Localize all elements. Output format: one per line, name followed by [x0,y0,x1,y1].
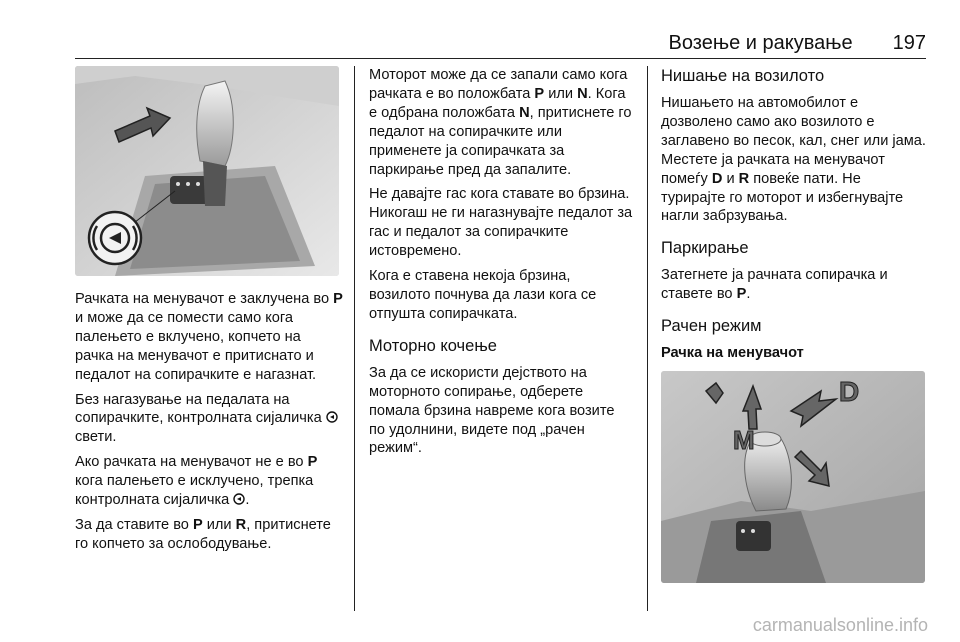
page-number: 197 [892,32,926,54]
watermark: carmanualsonline.info [752,615,928,635]
column-3 [661,66,927,583]
manual-label: M [733,425,755,456]
brake-pedal-indicator-icon [326,411,338,423]
header-rule [75,58,926,59]
paragraph: За да ставите во P или R, притиснете го копчето за ослободување. [75,516,331,552]
section-heading: Нишање на возилото [661,67,825,85]
paragraph: Моторот може да се запали само кога рачката е во положбата P или N. Кога е одбрана положбата N, притиснете го педалот на сопирачките или применете ја сопирачката за паркирање пред да запалите. [369,67,632,178]
manual-mode-photo [661,371,925,583]
chapter-title: Возење и ракување [668,32,853,54]
paragraph: Затегнете ја рачната сопирачка и ставете во P. [661,267,888,303]
paragraph: За да се искористи дејството на моторното сопирање, одберете помала брзина навреме кога возите по удолнини, видете под „рачен режим“. [369,364,615,457]
paragraph: Без нагазување на педалата на сопирачките, контролната сијаличка свети. [75,391,343,448]
paragraph: Ако рачката на менувачот не е во P кога палењето е исклучено, трепка контролната сијаличка . [75,454,318,509]
column-divider [647,66,648,611]
brake-pedal-indicator-icon [233,493,245,505]
section-heading: Паркирање [661,239,749,258]
subsection-heading: Рачка на менувачот [661,345,804,362]
paragraph: Нишањето на автомобилот е дозволено само ако возилото е заглавено во песок, кал, снег или јама. Местете ја рачката на менувачот помеѓу D и R повеќе пати. Не турирајте го моторот и избегнувајте нагли забрзувања. [661,95,926,225]
paragraph: Не давајте гас кога ставате во брзина. Никогаш не ги нагазнувајте педалот за гас и педалот за сопирачките истовремено. [369,186,633,260]
section-heading: Моторно кочење [369,336,497,355]
section-heading: Рачен режим [661,317,762,336]
paragraph: Рачката на менувачот е заклучена во P и може да се помести само кога палењето е вклучено, копчето на рачка на менувачот е притиснато и педалот на сопирачките е нагазнат. [75,291,343,383]
column-divider [354,66,355,611]
column-1 [75,66,343,560]
column-2 [369,66,633,464]
paragraph: Кога е ставена некоја брзина, возилото почнува да лази кога се отпушта сопирачката. [369,268,597,322]
drive-label: D [839,376,860,408]
gear-lever-photo [75,66,339,276]
page-header [0,28,926,58]
